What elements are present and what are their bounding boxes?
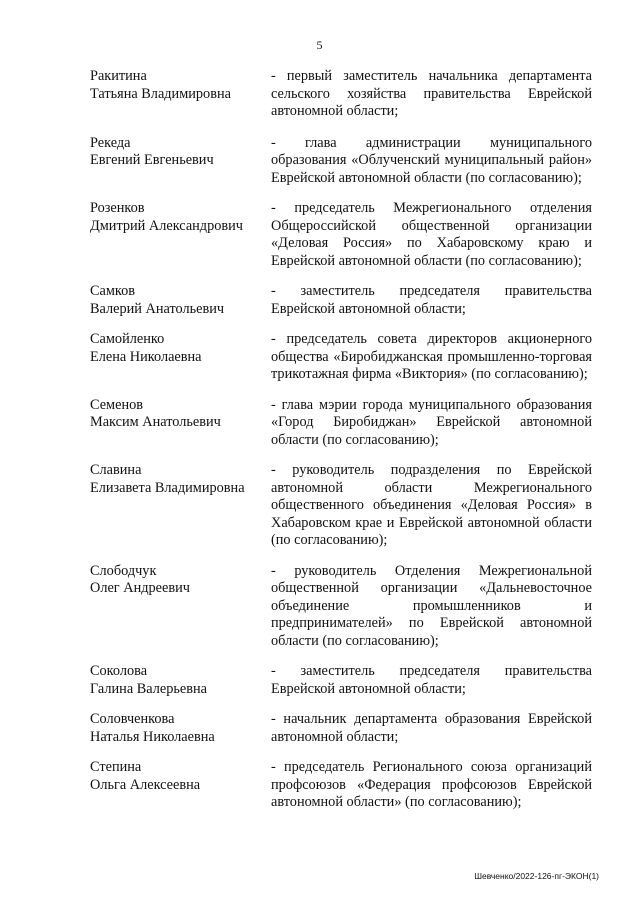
document-footer-code: Шевченко/2022-126-пг-ЭКОН(1): [474, 871, 599, 881]
member-role: - руководитель подразделения по Еврейской автономной области Межрегионального общественного объединения «Деловая Россия» в Хабаровском крае и Еврейской автономной области (по согласованию);: [271, 462, 592, 548]
member-surname: Самойленко: [90, 331, 165, 347]
member-name: [90, 283, 271, 318]
member-entry: [90, 68, 592, 121]
member-entry: [90, 283, 592, 318]
member-surname: Рекеда: [90, 134, 131, 151]
member-entry: [90, 759, 592, 812]
member-role: - председатель Межрегионального отделения Общероссийской общественной организации «Деловая Россия» по Хабаровскому краю и Еврейской автономной области (по согласованию);: [271, 200, 592, 269]
member-surname: Соловченкова: [90, 711, 175, 727]
member-given-names: Наталья Николаевна: [90, 728, 215, 745]
member-role: - глава мэрии города муниципального образования «Город Биробиджан» Еврейской автономной области (по согласованию);: [271, 396, 592, 448]
member-role: - начальник департамента образования Еврейской автономной области;: [271, 711, 592, 745]
member-surname: Ракитина: [90, 68, 147, 84]
member-role: - первый заместитель начальника департамента сельского хозяйства правительства Еврейской автономной области;: [271, 68, 592, 119]
member-given-names: Ольга Алексеевна: [90, 776, 201, 793]
member-given-names: Валерий Анатольевич: [90, 300, 225, 317]
member-name: [90, 331, 271, 384]
member-surname: Степина: [90, 759, 142, 775]
member-given-names: Олег Андреевич: [90, 580, 190, 596]
member-given-names: Евгений Евгеньевич: [90, 152, 214, 168]
member-given-names: Елена Николаевна: [90, 348, 202, 365]
member-role: - председатель Регионального союза организаций профсоюзов «Федерация профсоюзов Еврейской автономной области» (по согласованию);: [271, 759, 592, 810]
member-role: - председатель совета директоров акционерного общества «Биробиджанская промышленно-торговая трикотажная фирма «Виктория» (по согласованию);: [271, 331, 592, 382]
member-given-names: Татьяна Владимировна: [90, 85, 231, 102]
page-number: 5: [316, 38, 323, 52]
member-surname: Семенов: [90, 396, 143, 413]
member-name: [90, 135, 271, 188]
member-name: [90, 759, 271, 812]
member-name: [90, 397, 271, 450]
member-surname: Славина: [90, 462, 142, 478]
member-role: - руководитель Отделения Межрегиональной общественной организации «Дальневосточное объединение промышленников и предпринимателей» по Еврейской автономной области (по согласованию);: [271, 562, 592, 649]
member-name: [90, 563, 271, 651]
member-entry: [90, 711, 592, 746]
member-surname: Слободчук: [90, 562, 157, 579]
member-name: [90, 68, 271, 121]
member-surname: Соколова: [90, 663, 148, 679]
member-given-names: Галина Валерьевна: [90, 680, 207, 697]
member-entry: [90, 331, 592, 384]
member-surname: Розенков: [90, 200, 145, 216]
member-list: [90, 68, 592, 812]
member-name: [90, 200, 271, 270]
member-role: - глава администрации муниципального образования «Облученский муниципальный район» Еврейской автономной области (по согласованию);: [271, 134, 592, 186]
member-given-names: Максим Анатольевич: [90, 414, 221, 430]
member-entry: [90, 397, 592, 450]
member-name: [90, 711, 271, 746]
member-given-names: Елизавета Владимировна: [90, 479, 245, 496]
member-entry: [90, 135, 592, 188]
member-entry: [90, 663, 592, 698]
member-entry: [90, 200, 592, 270]
member-role: - заместитель председателя правительства Еврейской автономной области;: [271, 283, 592, 317]
member-role: - заместитель председателя правительства Еврейской автономной области;: [271, 663, 592, 697]
member-entry: [90, 563, 592, 651]
member-name: [90, 663, 271, 698]
member-given-names: Дмитрий Александрович: [90, 217, 243, 234]
member-name: [90, 462, 271, 550]
member-entry: [90, 462, 592, 550]
member-surname: Самков: [90, 283, 136, 299]
